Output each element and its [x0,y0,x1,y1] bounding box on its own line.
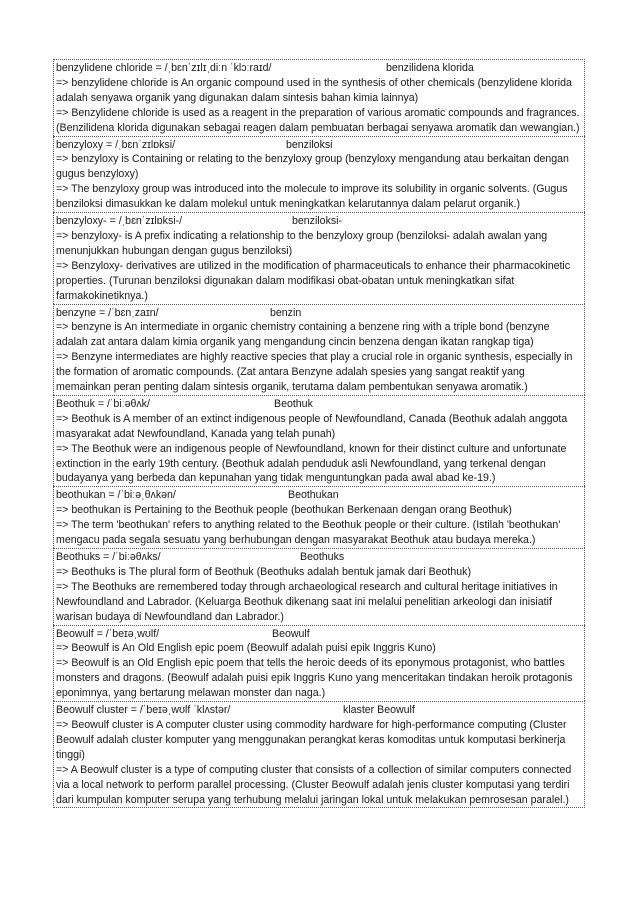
example-sentence: => The Beothuk were an indigenous people of Newfoundland, known for their distinct culture and unfortunate extinction in the early 19th century. (Beothuk adalah penduduk asli Newfoundland, yang terkenal dengan budayanya yang berbeda dan kepunahan yang tidak menguntungkan pada awal abad ke-19.) [56,442,567,485]
entry-heading [56,306,582,321]
entry-translation: Beowulf [272,627,310,640]
entry-term: benzyloxy- = /ˌbɛnˈzɪlɒksi-/ [56,215,183,228]
dictionary-entry [53,212,585,303]
example-sentence: => Benzyne intermediates are highly reactive species that play a crucial role in organic synthesis, especially in the formation of aromatic compounds. (Zat antara Benzyne adalah spesies yang sangat reaktif yang memainkan peran penting dalam sintesis organik, terutama dalam pembentukan senyawa aromatik.) [56,351,573,394]
entry-translation: Beothukan [288,489,339,502]
entry-translation: benzilidena klorida [386,62,474,74]
example-sentence: => Beowulf cluster is A computer cluster using commodity hardware for high-performance computing (Cluster Beowulf adalah cluster komputer yang menggunakan perangkat keras komoditas untuk komputasi berkinerja tinggi) [56,718,567,761]
entry-heading [56,703,582,718]
dictionary-entry [53,548,585,625]
dictionary-entry [53,701,585,808]
dictionary-entry [53,486,585,548]
entry-term: Beowulf = /ˈbeɪəˌwʊlf/ [56,627,160,640]
dictionary-entry [53,625,585,702]
entry-term: beothukan = /ˈbiːəˌθʌkən/ [56,489,176,502]
example-sentence: => benzyloxy- is A prefix indicating a relationship to the benzyloxy group (benziloksi- adalah awalan yang menunjukkan hubungan dengan gugus benziloksi) [56,229,548,257]
entry-translation: benziloksi- [292,215,343,228]
entry-term: Beothuk = /ˈbiːəθʌk/ [56,397,150,410]
example-sentence: => Beothuk is A member of an extinct indigenous people of Newfoundland, Canada (Beothuk adalah anggota masyarakat adat Newfoundland, Kanada yang telah punah) [56,412,568,440]
example-sentence: => Benzyloxy- derivatives are utilized in the modification of pharmaceuticals to enhance their pharmacokinetic properties. (Turunan benziloksi digunakan dalam modifikasi obat-obatan untuk meningkatkan sifat farmakokinetiknya.) [56,259,571,302]
example-sentence: => Beothuks is The plural form of Beothuk (Beothuks adalah bentuk jamak dari Beothuk) [56,565,471,578]
entry-term: benzyloxy = /ˌbɛnˈzɪlɒksi/ [56,138,176,151]
entry-term: benzyne = /ˈbɛnˌzaɪn/ [56,306,159,319]
entry-translation: klaster Beowulf [343,704,415,717]
dictionary-page [53,59,585,808]
example-sentence: => Benzylidene chloride is used as a reagent in the preparation of various aromatic compounds and fragrances. (Benzilidena klorida digunakan sebagai reagen dalam pembuatan berbagai senyawa aromatik dan wewangian.) [56,106,580,134]
example-sentence: => The benzyloxy group was introduced into the molecule to improve its solubility in organic solvents. (Gugus benziloksi dimasukkan ke dalam molekul untuk meningkatkan kelarutannya dalam pelarut organik.) [56,183,568,211]
dictionary-entry [53,304,585,395]
example-sentence: => The Beothuks are remembered today through archaeological research and cultural heritage initiatives in Newfoundland and Labrador. (Keluarga Beothuk dikenang saat ini melalui penelitian arkeologi dan inisiatif warisan budaya di Newfoundland dan Labrador.) [56,580,558,623]
entry-term: benzylidene chloride = /ˌbɛnˈzɪlɪˌdiːn ˈklɔːraɪd/ [56,62,272,74]
entry-translation: benziloksi [286,138,333,151]
entry-heading [56,397,582,412]
example-sentence: => beothukan is Pertaining to the Beothuk people (beothukan Berkenaan dengan orang Beothuk) [56,504,512,517]
entry-term: Beothuks = /ˈbiːəθʌks/ [56,551,161,563]
example-sentence: => benzylidene chloride is An organic compound used in the synthesis of other chemicals (benzylidene klorida adalah senyawa organik yang digunakan dalam sintesis bahan kimia lainnya) [56,76,572,104]
entry-translation: Beothuk [274,397,313,410]
example-sentence: => benzyloxy is Containing or relating to the benzyloxy group (benzyloxy mengandung atau berkaitan dengan gugus benzyloxy) [56,153,569,181]
example-sentence: => Beowulf is an Old English epic poem that tells the heroic deeds of its eponymous protagonist, who battles monsters and dragons. (Beowulf adalah puisi epik Inggris Kuno yang menceritakan tindakan heroik protagonis eponimnya, yang bertarung melawan monster dan naga.) [56,657,573,700]
entry-heading [56,214,582,229]
dictionary-entry [53,395,585,486]
example-sentence: => A Beowulf cluster is a type of computing cluster that consists of a collection of similar computers connected via a local network to perform parallel processing. (Cluster Beowulf adalah jenis cluster komputasi yang terdiri dari kumpulan komputer serupa yang terhubung melalui jaringan lokal untuk melakukan pemrosesan paralel.) [56,763,572,806]
example-sentence: => Beowulf is An Old English epic poem (Beowulf adalah puisi epik Inggris Kuno) [56,642,436,655]
entry-heading [56,550,582,565]
dictionary-entry [53,59,585,136]
entry-heading [56,627,582,642]
entry-heading [56,138,582,153]
entry-translation: Beothuks [300,551,345,563]
entry-heading [56,61,582,76]
entry-heading [56,488,582,503]
example-sentence: => The term 'beothukan' refers to anything related to the Beothuk people or their culture. (Istilah 'beothukan' mengacu pada segala sesuatu yang berhubungan dengan masyarakat Beothuk atau budaya mereka.) [56,519,561,547]
example-sentence: => benzyne is An intermediate in organic chemistry containing a benzene ring with a triple bond (benzyne adalah zat antara dalam kimia organik yang mengandung cincin benzena dengan ikatan rangkap tiga) [56,321,550,349]
entry-translation: benzin [270,306,302,319]
entry-term: Beowulf cluster = /ˈbeɪəˌwʊlf ˈklʌstər/ [56,704,231,717]
dictionary-entry [53,136,585,213]
